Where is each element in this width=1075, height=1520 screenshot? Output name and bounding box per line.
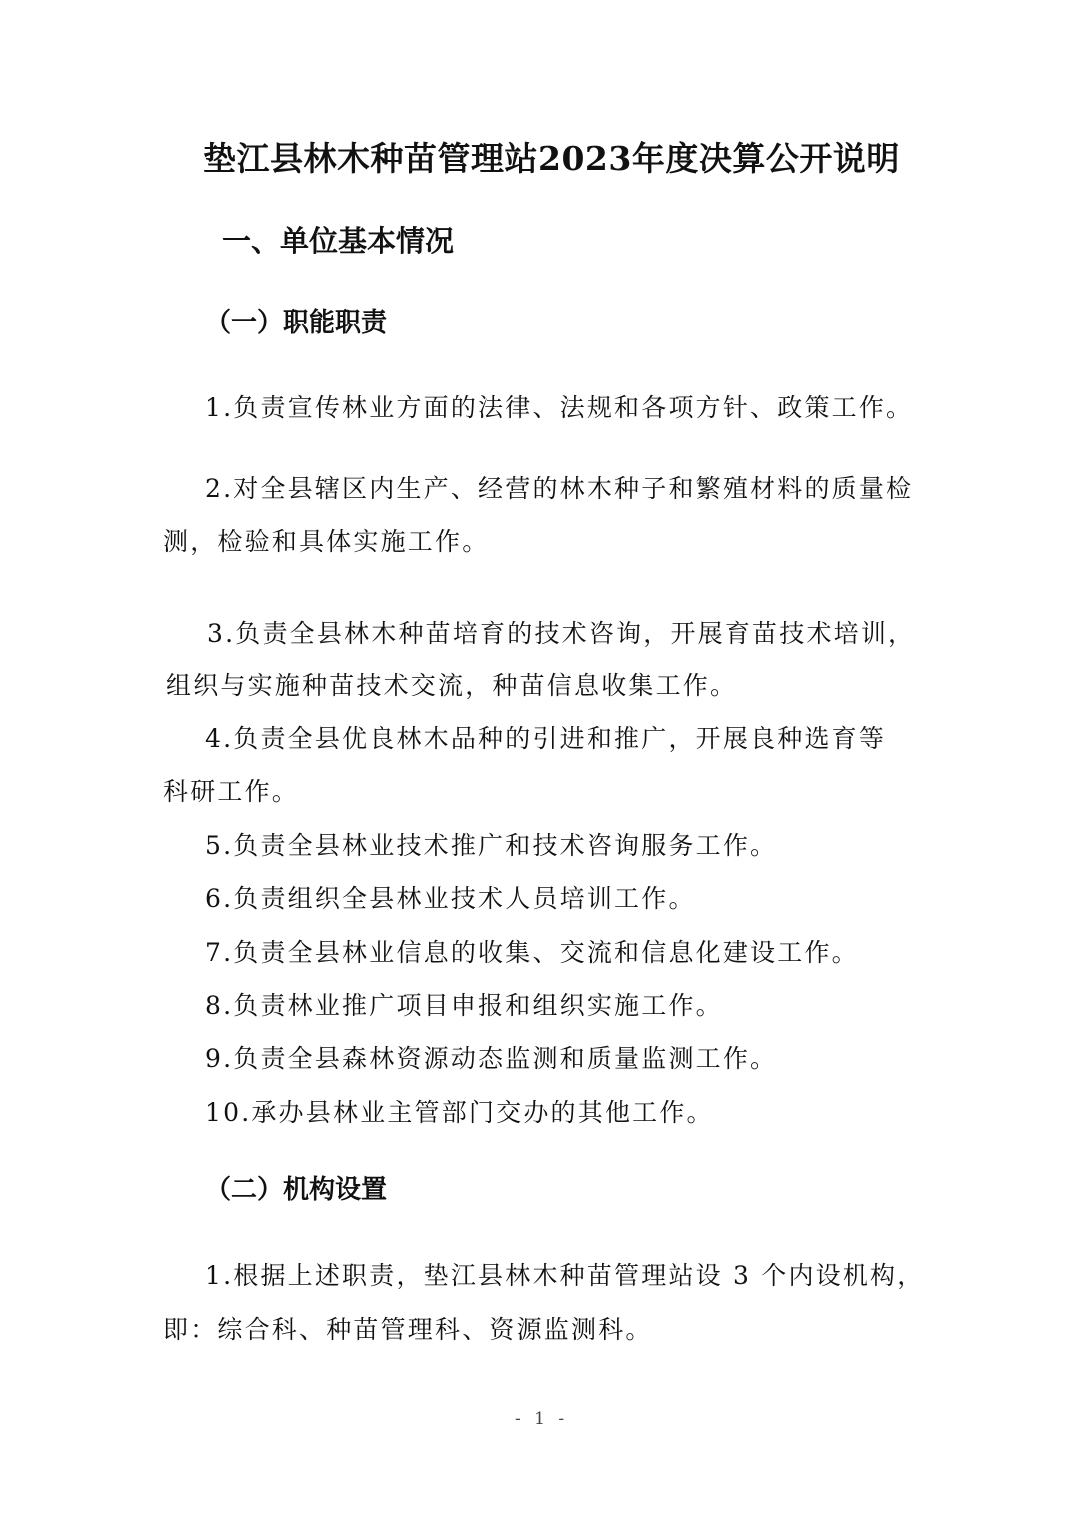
duty-line-3: 3.负责全县林木种苗培育的技术咨询，开展育苗技术培训， <box>207 619 916 648</box>
org-line-2: 即：综合科、种苗管理科、资源监测科。 <box>163 1315 653 1344</box>
duty-line-2: 2.对全县辖区内生产、经营的林木种子和繁殖材料的质量检 <box>205 474 914 503</box>
duty-line-10: 10.承办县林业主管部门交办的其他工作。 <box>205 1098 714 1127</box>
duty-line-2-cont: 测，检验和具体实施工作。 <box>163 527 490 556</box>
page-number: - 1 - <box>515 1409 569 1429</box>
duty-line-8: 8.负责林业推广项目申报和组织实施工作。 <box>205 991 723 1020</box>
duty-line-6: 6.负责组织全县林业技术人员培训工作。 <box>205 884 696 913</box>
duty-line-9: 9.负责全县森林资源动态监测和质量监测工作。 <box>205 1044 778 1073</box>
document-title: 垫江县林木种苗管理站2023年度决算公开说明 <box>203 139 900 178</box>
duty-line-1: 1.负责宣传林业方面的法律、法规和各项方针、政策工作。 <box>205 393 914 422</box>
duty-line-4: 4.负责全县优良林木品种的引进和推广，开展良种选育等 <box>205 724 887 753</box>
duty-line-3-cont: 组织与实施种苗技术交流，种苗信息收集工作。 <box>166 671 738 700</box>
duty-line-5: 5.负责全县林业技术推广和技术咨询服务工作。 <box>205 831 778 860</box>
subsection-heading-organization: （二）机构设置 <box>205 1175 388 1205</box>
subsection-heading-duties: （一）职能职责 <box>205 308 388 338</box>
duty-line-7: 7.负责全县林业信息的收集、交流和信息化建设工作。 <box>205 938 859 967</box>
duty-line-4-cont: 科研工作。 <box>163 777 300 806</box>
section-heading-basic-info: 一、单位基本情况 <box>222 224 455 258</box>
org-line-1: 1.根据上述职责，垫江县林木种苗管理站设 3 个内设机构， <box>205 1261 925 1290</box>
